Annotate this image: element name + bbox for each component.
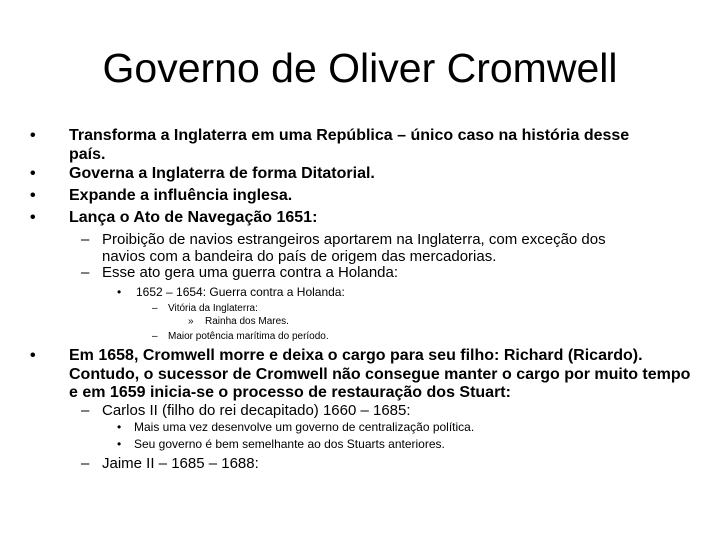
bullet-dot: • [30, 209, 36, 226]
bullet-dash: – [81, 264, 90, 281]
list-item-text: Transforma a Inglaterra em uma República – único caso na história desse país. [69, 127, 630, 163]
bullet-dot: • [30, 187, 36, 204]
bullet-dash: – [81, 402, 90, 419]
list-item-text: Lança o Ato de Navegação 1651: [69, 209, 318, 226]
bullet-dash: – [81, 231, 90, 248]
list-item-text: Governa a Inglaterra de forma Ditatorial. [69, 165, 375, 182]
list-item-text: Vitória da Inglaterra: [168, 303, 258, 314]
bullet-dot: • [117, 437, 122, 451]
list-item-text: Proibição de navios estrangeiros aportarem na Inglaterra, com exceção dos navios com a bandeira do país de origem das mercadorias. [102, 231, 606, 265]
bullet-dash: – [152, 303, 158, 314]
bullet-dot: • [117, 285, 122, 299]
list-item-text: Expande a influência inglesa. [69, 187, 293, 204]
list-item-text: Esse ato gera uma guerra contra a Holanda: [102, 264, 399, 281]
bullet-raquo: » [188, 316, 194, 327]
bullet-dot: • [30, 347, 36, 364]
bullet-dot: • [30, 127, 36, 144]
list-item-text: Rainha dos Mares. [205, 316, 289, 327]
bullet-dot: • [117, 420, 122, 434]
list-item-text: Em 1658, Cromwell morre e deixa o cargo para seu filho: Richard (Ricardo). Contudo, o sucessor de Cromwell não consegue manter o cargo por muito tempo e em 1659 inicia-se o processo de restauração dos Stuart: [69, 347, 691, 401]
bullet-dot: • [30, 165, 36, 182]
list-item-text: Mais uma vez desenvolve um governo de centralização política. [134, 420, 475, 434]
bullet-dash: – [81, 455, 90, 472]
list-item-text: Carlos II (filho do rei decapitado) 1660 – 1685: [102, 402, 411, 419]
list-item-text: Jaime II – 1685 – 1688: [102, 455, 259, 472]
list-item-text: Maior potência marítima do período. [168, 331, 329, 342]
slide-title: Governo de Oliver Cromwell [102, 45, 618, 91]
bullet-dash: – [152, 331, 158, 342]
list-item-text: 1652 – 1654: Guerra contra a Holanda: [136, 285, 345, 299]
list-item-text: Seu governo é bem semelhante ao dos Stuarts anteriores. [134, 437, 445, 451]
